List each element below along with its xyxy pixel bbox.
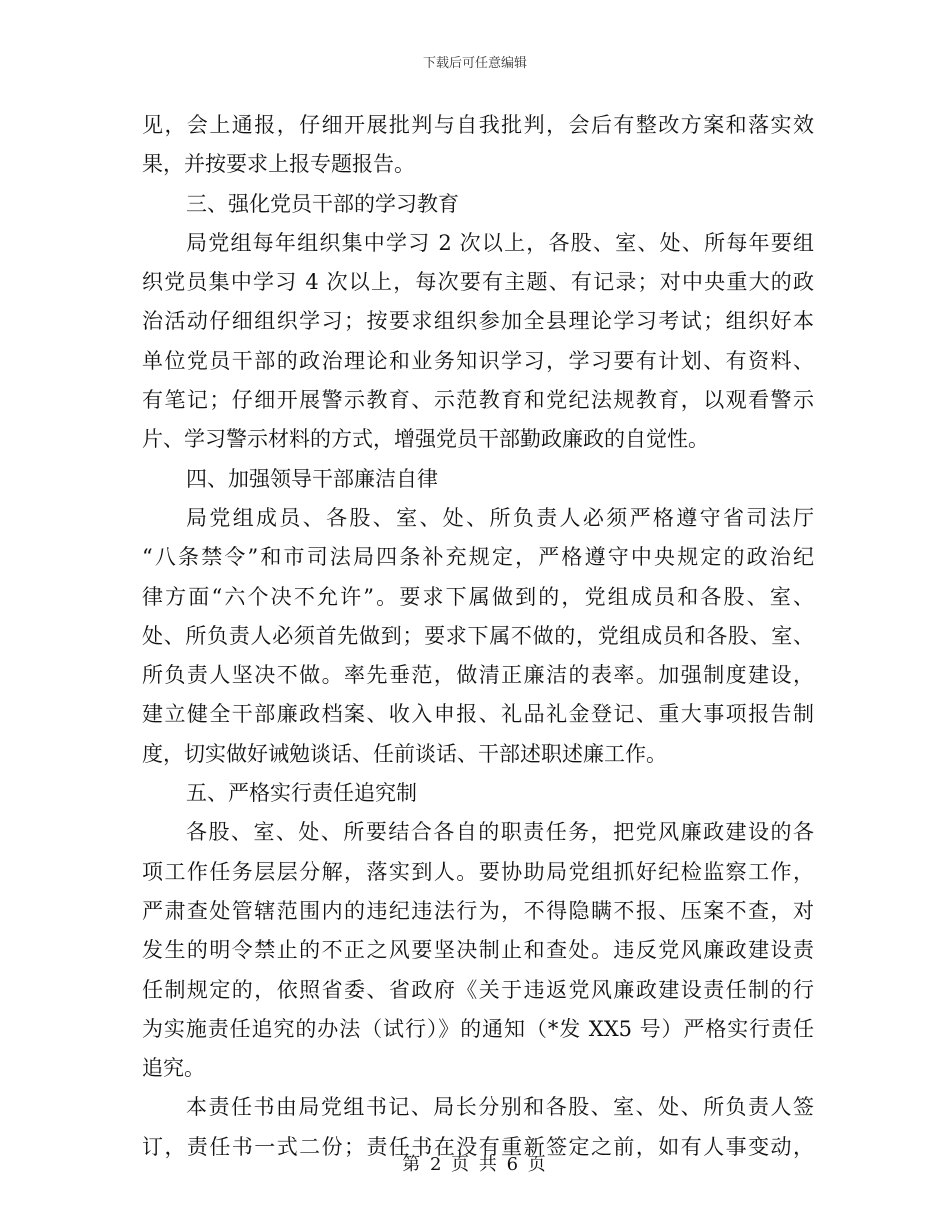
body-line: 律方面“六个决不允许”。要求下属做到的，党组成员和各股、室、	[142, 584, 814, 609]
body-line: 治活动仔细组织学习；按要求组织参加全县理论学习考试；组织好本	[142, 309, 814, 334]
body-line: 项工作任务层层分解，落实到人。要协助局党组抓好纪检监察工作，	[142, 859, 814, 884]
section-heading: 四、加强领导干部廉洁自律	[186, 466, 438, 491]
body-line: 局党组每年组织集中学习 2 次以上，各股、室、处、所每年要组	[186, 230, 814, 255]
body-line: 各股、室、处、所要结合各自的职责任务，把党风廉政建设的各	[186, 820, 814, 845]
body-line: 追究。	[142, 1056, 205, 1081]
body-line: 果，并按要求上报专题报告。	[142, 152, 415, 177]
body-line: 所负责人坚决不做。率先垂范，做清正廉洁的表率。加强制度建设，	[142, 663, 814, 688]
body-line: 订，责任书一式二份；责任书在没有重新签定之前，如有人事变动，	[142, 1134, 814, 1159]
body-line: 织党员集中学习 4 次以上，每次要有主题、有记录；对中央重大的政	[142, 270, 814, 295]
body-line: 处、所负责人必须首先做到；要求下属不做的，党组成员和各股、室、	[142, 623, 814, 648]
body-line: 严肃查处管辖范围内的违纪违法行为，不得隐瞒不报、压案不查，对	[142, 898, 814, 923]
section-heading: 三、强化党员干部的学习教育	[186, 191, 459, 216]
page-header-note: 下载后可任意编辑	[422, 56, 527, 71]
body-line: 见，会上通报，仔细开展批判与自我批判，会后有整改方案和落实效	[142, 113, 814, 137]
body-line: 为实施责任追究的办法（试行）》的通知（*发 XX5 号）严格实行责任	[142, 1016, 814, 1041]
body-line: 任制规定的，依照省委、省政府《关于违返党风廉政建设责任制的行	[142, 977, 814, 1002]
body-line: 有笔记；仔细开展警示教育、示范教育和党纪法规教育，以观看警示	[142, 388, 814, 413]
body-line: 本责任书由局党组书记、局长分别和各股、室、处、所负责人签	[186, 1095, 814, 1120]
body-line: 度，切实做好诫勉谈话、任前谈话、干部述职述廉工作。	[142, 741, 667, 766]
body-line: 局党组成员、各股、室、处、所负责人必须严格遵守省司法厅	[186, 505, 814, 530]
body-line: 发生的明令禁止的不正之风要坚决制止和查处。违反党风廉政建设责	[142, 938, 814, 963]
page-number-footer: 第 2 页 共 6 页	[402, 1154, 548, 1175]
body-line: 建立健全干部廉政档案、收入申报、礼品礼金登记、重大事项报告制	[142, 702, 814, 727]
document-body	[142, 106, 814, 1167]
body-line: 单位党员干部的政治理论和业务知识学习，学习要有计划、有资料、	[142, 348, 814, 373]
section-heading: 五、严格实行责任追究制	[186, 781, 417, 806]
body-line: 片、学习警示材料的方式，增强党员干部勤政廉政的自觉性。	[142, 427, 709, 452]
body-line: “八条禁令”和市司法局四条补充规定，严格遵守中央规定的政治纪	[142, 545, 814, 570]
